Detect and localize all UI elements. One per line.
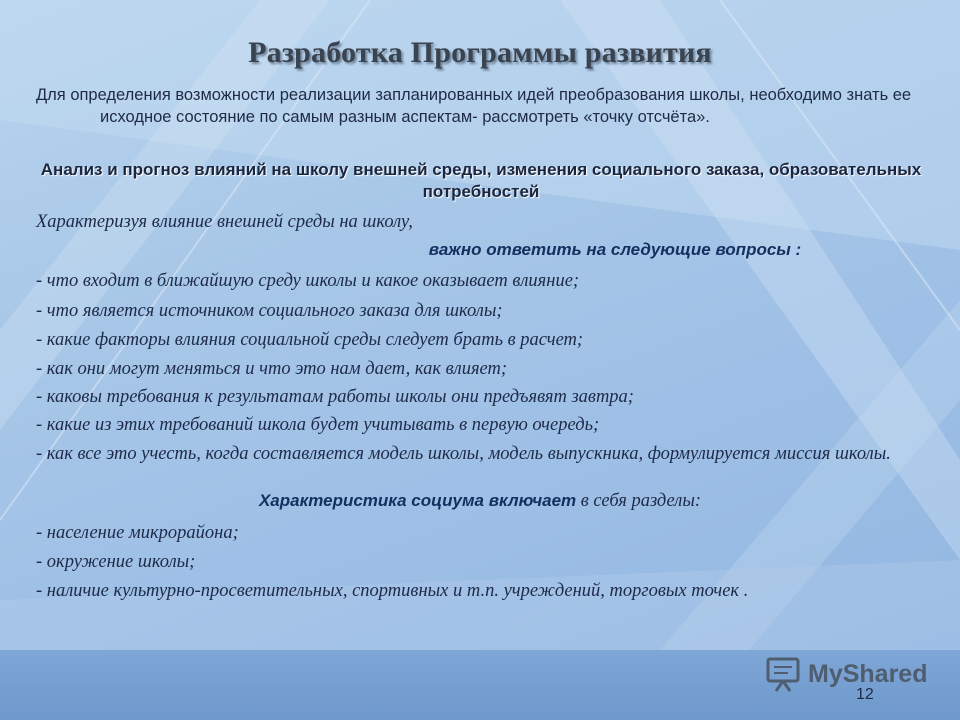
question-item: - как все это учесть, когда составляется модель школы, модель выпускника, формулируется миссия школы. [36, 444, 891, 464]
socium-heading-rest: в себя разделы: [576, 491, 702, 511]
question-item: - как они могут меняться и что это нам дает, как влияет; [36, 359, 508, 379]
question-item: - что входит в ближайшую среду школы и какое оказывает влияние; [36, 271, 580, 291]
question-item: - какие из этих требований школа будет учитывать в первую очередь; [36, 415, 600, 435]
page-number: 12 [856, 686, 874, 703]
socium-heading [0, 491, 960, 512]
myshared-logo-text: MyShared [808, 660, 928, 688]
question-item: - что является источником социального заказа для школы; [36, 301, 503, 321]
analysis-subheading: Анализ и прогноз влияний на школу внешней среды, изменения социального заказа, образовательных потребностей [40, 160, 922, 201]
question-item: - каковы требования к результатам работы школы они предъявят завтра; [36, 387, 634, 407]
section-item: - окружение школы; [36, 552, 196, 572]
intro-paragraph: Для определения возможности реализации запланированных идей преобразования школы, необходимо знать ее исходное состояние по самым разным аспектам- рассмотреть «точку отсчёта». [36, 86, 912, 126]
questions-label: важно ответить на следующие вопросы : [428, 240, 802, 259]
socium-heading-bold: Характеристика социума включает [258, 491, 577, 510]
question-item: - какие факторы влияния социальной среды следует брать в расчет; [36, 330, 584, 350]
characterizing-line: Характеризуя влияние внешней среды на школу, [36, 212, 413, 232]
section-item: - население микрорайона; [36, 523, 239, 543]
section-item: - наличие культурно-просветительных, спортивных и т.п. учреждений, торговых точек . [36, 581, 749, 601]
page-title: Разработка Программы развития [248, 36, 712, 69]
